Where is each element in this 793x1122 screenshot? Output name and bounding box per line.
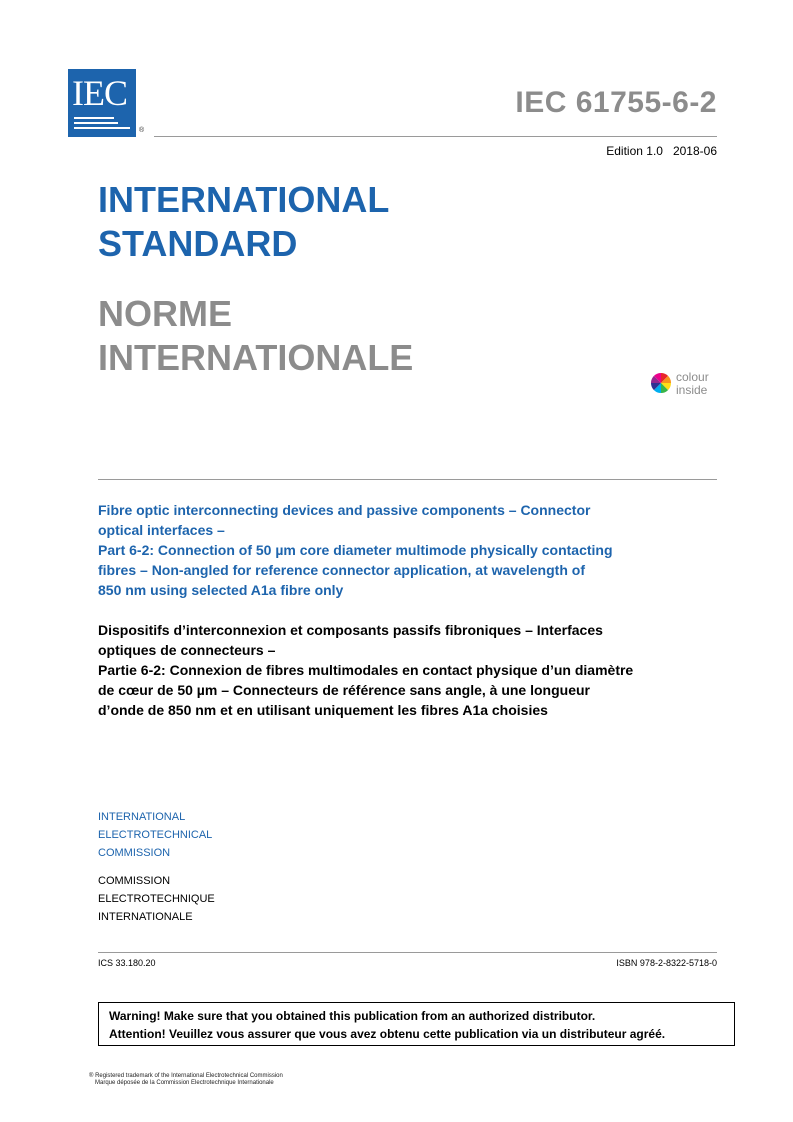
title-line: INTERNATIONALE: [98, 337, 414, 378]
organization-line: ELECTROTECHNICAL: [98, 829, 213, 841]
warning-box: [98, 1002, 735, 1046]
registered-mark: ®: [139, 127, 145, 134]
organization-line: COMMISSION: [98, 875, 171, 887]
description-english: [98, 500, 717, 600]
colour-inside-label: [676, 371, 709, 397]
logo-bar: [74, 117, 114, 119]
isbn-code: ISBN 978-2-8322-5718-0: [616, 958, 717, 968]
iec-logo: [68, 69, 136, 137]
footer-divider: [98, 952, 717, 953]
title-english: [98, 178, 389, 266]
title-line: INTERNATIONAL: [98, 179, 390, 220]
title-line: STANDARD: [98, 223, 298, 264]
standard-number: IEC 61755-6-2: [515, 86, 717, 119]
organization-line: COMMISSION: [98, 847, 171, 859]
colour-label-line: colour: [676, 370, 709, 384]
colour-label-line: inside: [676, 383, 708, 397]
description-line: Partie 6-2: Connexion de fibres multimodales en contact physique d’un diamètre: [98, 662, 634, 678]
organization-french: [98, 872, 215, 926]
description-line: d’onde de 850 nm et en utilisant uniquement les fibres A1a choisies: [98, 702, 548, 718]
description-line: fibres – Non-angled for reference connector application, at wavelength of: [98, 562, 585, 578]
description-line: Part 6-2: Connection of 50 µm core diameter multimode physically contacting: [98, 542, 613, 558]
organization-line: INTERNATIONALE: [98, 911, 193, 923]
description-line: optical interfaces –: [98, 522, 225, 538]
footnote-line: ® Registered trademark of the International Electrotechnical Commission: [89, 1073, 283, 1079]
colour-wheel-icon: [650, 372, 672, 394]
title-line: NORME: [98, 293, 232, 334]
footnote-line: Marque déposée de la Commission Electrotechnique Internationale: [95, 1080, 274, 1086]
iec-logo-text: IEC: [72, 73, 127, 113]
organization-english: [98, 808, 212, 862]
logo-bar: [74, 122, 118, 124]
ics-code: ICS 33.180.20: [98, 958, 156, 968]
description-french: [98, 620, 717, 720]
trademark-footnote: [89, 1073, 283, 1087]
logo-bar: [74, 127, 130, 129]
edition-date: Edition 1.0 2018-06: [606, 144, 717, 158]
description-line: optiques de connecteurs –: [98, 642, 276, 658]
description-line: 850 nm using selected A1a fibre only: [98, 582, 344, 598]
warning-english: Warning! Make sure that you obtained this publication from an authorized distributor.: [109, 1009, 596, 1023]
section-divider: [98, 479, 717, 480]
organization-line: INTERNATIONAL: [98, 811, 186, 823]
description-line: de cœur de 50 µm – Connecteurs de référence sans angle, à une longueur: [98, 682, 590, 698]
header-divider: [154, 136, 717, 137]
title-french: [98, 292, 413, 380]
description-line: Dispositifs d’interconnexion et composants passifs fibroniques – Interfaces: [98, 622, 603, 638]
description-line: Fibre optic interconnecting devices and passive components – Connector: [98, 502, 591, 518]
organization-line: ELECTROTECHNIQUE: [98, 893, 215, 905]
warning-french: Attention! Veuillez vous assurer que vous avez obtenu cette publication via un distributeur agréé.: [109, 1027, 666, 1041]
